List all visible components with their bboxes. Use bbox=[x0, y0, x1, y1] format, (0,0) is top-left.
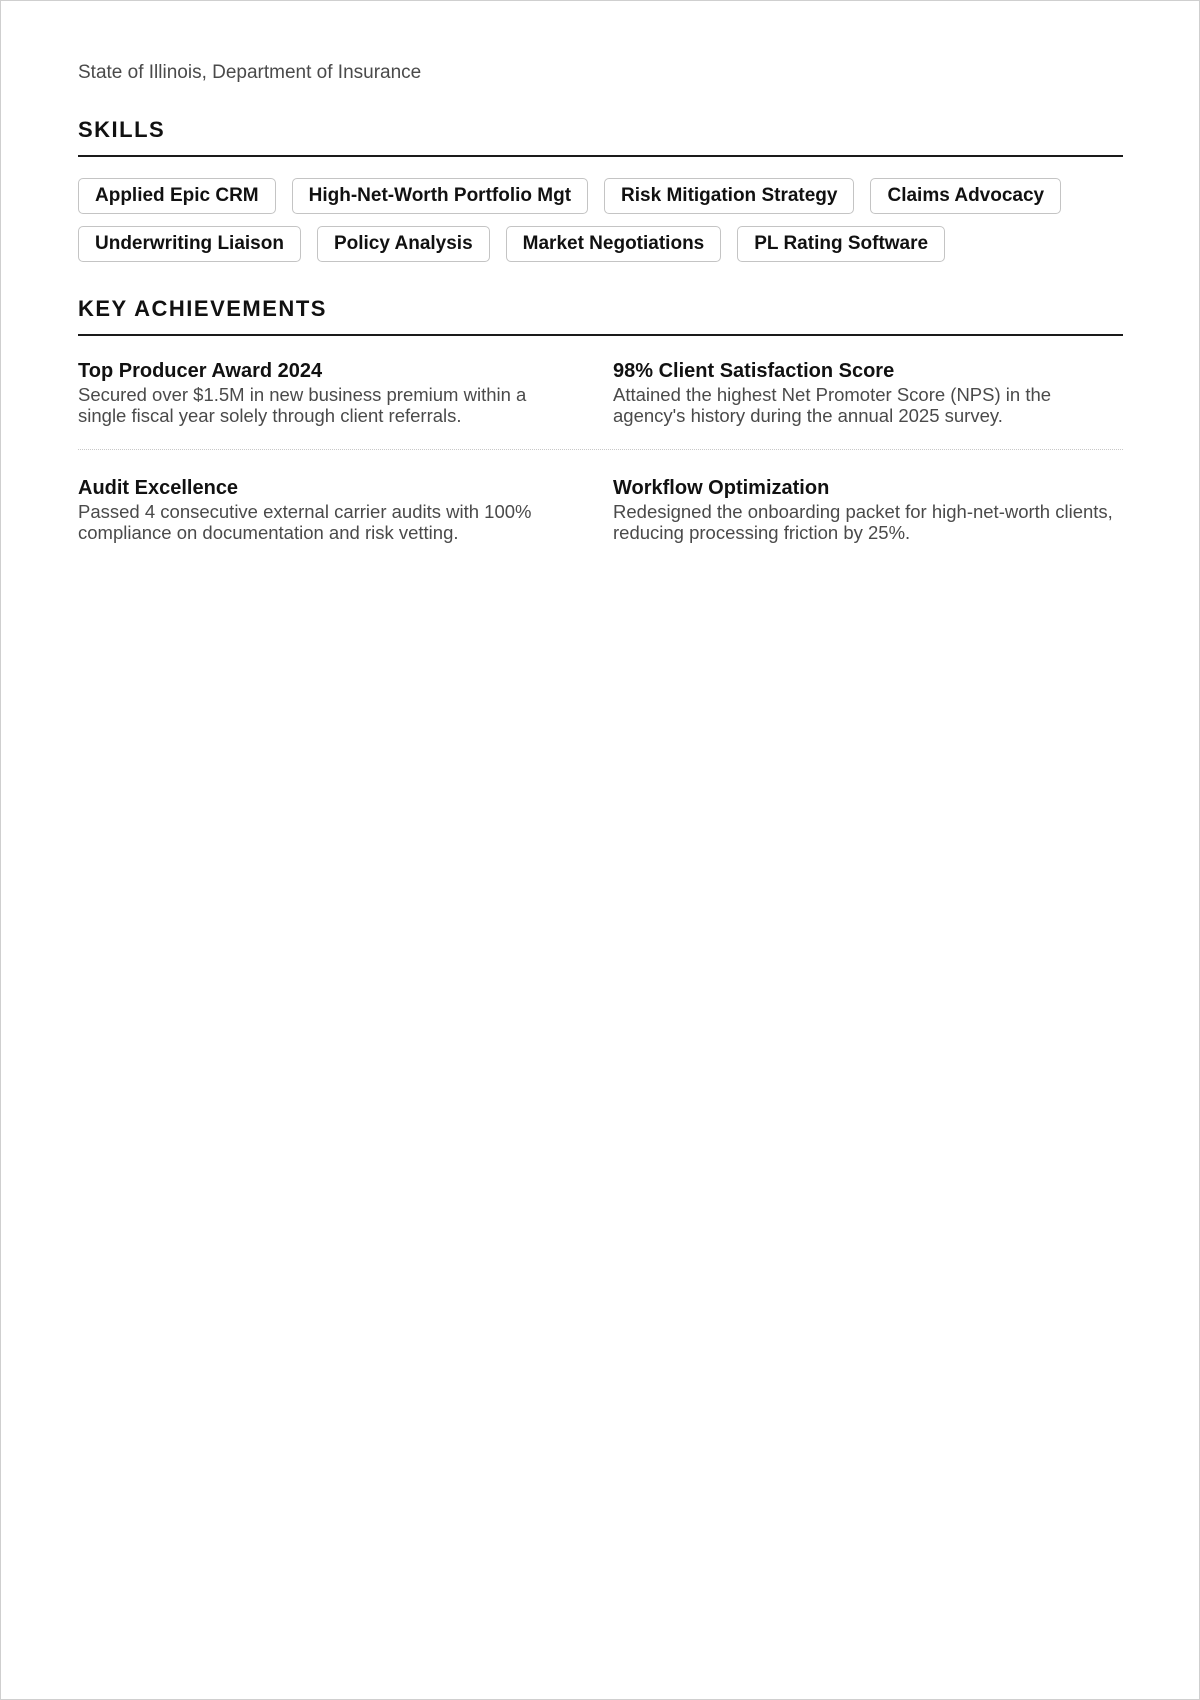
achievement-description: Secured over $1.5M in new business premium within a single fiscal year solely through client referrals. bbox=[78, 384, 527, 426]
achievement-item bbox=[613, 475, 1124, 543]
achievement-title: Workflow Optimization bbox=[613, 477, 830, 499]
achievement-description: Attained the highest Net Promoter Score (NPS) in the agency's history during the annual 2025 survey. bbox=[613, 384, 1052, 426]
skill-chip: Claims Advocacy bbox=[870, 178, 1061, 214]
skill-chip: High-Net-Worth Portfolio Mgt bbox=[292, 178, 588, 214]
achievement-item bbox=[78, 475, 574, 543]
achievement-title: Top Producer Award 2024 bbox=[78, 360, 323, 382]
achievements-grid bbox=[78, 358, 1123, 543]
key-achievements-heading: KEY ACHIEVEMENTS bbox=[78, 295, 1123, 336]
skill-chip: PL Rating Software bbox=[737, 226, 945, 262]
achievement-title: Audit Excellence bbox=[78, 477, 239, 499]
skill-chip: Underwriting Liaison bbox=[78, 226, 301, 262]
skill-chip: Risk Mitigation Strategy bbox=[604, 178, 854, 214]
achievements-row bbox=[78, 450, 1123, 543]
license-issuer-text: State of Illinois, Department of Insurance bbox=[78, 62, 422, 83]
achievement-description: Passed 4 consecutive external carrier audits with 100% compliance on documentation and risk vetting. bbox=[78, 501, 532, 543]
skills-heading: SKILLS bbox=[78, 116, 1123, 157]
achievement-item bbox=[613, 358, 1124, 426]
skill-chip: Policy Analysis bbox=[317, 226, 490, 262]
achievement-item bbox=[78, 358, 574, 426]
skill-chip: Market Negotiations bbox=[506, 226, 722, 262]
achievement-description: Redesigned the onboarding packet for high-net-worth clients, reducing processing friction by 25%. bbox=[613, 501, 1113, 543]
skills-list bbox=[78, 178, 1123, 262]
achievement-title: 98% Client Satisfaction Score bbox=[613, 360, 895, 382]
achievements-row bbox=[78, 358, 1123, 450]
skill-chip: Applied Epic CRM bbox=[78, 178, 276, 214]
